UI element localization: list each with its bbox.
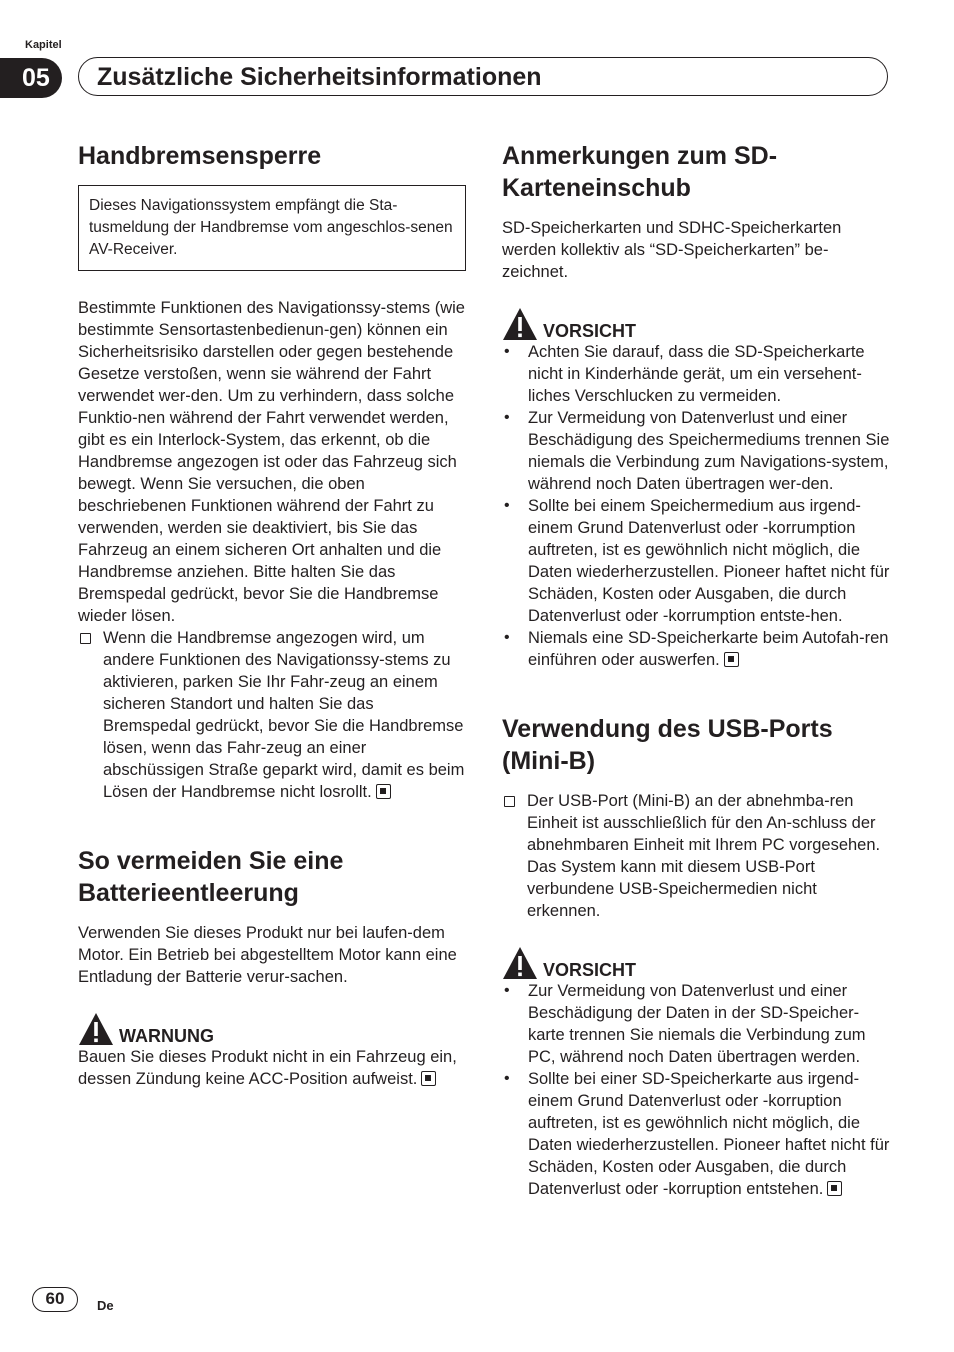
list-item (502, 627, 890, 671)
list-item-text: Zur Vermeidung von Datenverlust und einer Beschädigung der Daten in der SD-Speicher-karte trennen Sie niemals die Verbindung zum PC, während noch Daten übertragen werden. (528, 982, 866, 1066)
left-column (78, 140, 466, 1090)
list-item (502, 495, 890, 627)
handbrake-note-box (78, 185, 466, 271)
caution-heading-sd (502, 305, 890, 341)
list-item-text: Zur Vermeidung von Datenverlust und einer Beschädigung des Speichermediums trennen Sie niemals die Verbindung zum Navigations-system, während noch Daten übertragen wer-den. (528, 409, 890, 493)
language-code: De (97, 1298, 114, 1313)
section-title-usb: Verwendung des USB-Ports (Mini-B) (502, 715, 833, 775)
end-mark-icon (421, 1071, 436, 1086)
list-item-text: Sollte bei einem Speichermedium aus irgend-einem Grund Datenverlust oder -korrumption auftreten, ist es gewöhnlich nicht möglich, die Daten wiederherzustellen. Pioneer haftet nicht für Schäden, Kosten oder Ausgaben, die durch Datenverlust oder -korrumption entste-hen. (528, 497, 890, 625)
chapter-title-box (78, 57, 888, 96)
handbrake-note-text: Dieses Navigationssystem empfängt die Sta-tusmeldung der Handbremse vom angeschlos-senen AV-Receiver. (89, 197, 453, 258)
chapter-title: Zusätzliche Sicherheitsinformationen (97, 63, 542, 91)
list-item (502, 407, 890, 495)
end-mark-icon (827, 1181, 842, 1196)
usb-check-text: Der USB-Port (Mini-B) an der abnehmba-ren Einheit ist ausschließlich für den An-schluss der abnehmbaren Einheit mit Ihrem PC vorgesehen. Das System kann mit diesem USB-Port verbundene USB-Speichermedien nicht erkennen. (527, 792, 881, 920)
sd-body: SD-Speicherkarten und SDHC-Speicherkarten werden kollektiv als “SD-Speicherkarten” be-zeichnet. (502, 219, 842, 281)
list-item (502, 980, 890, 1068)
section-title-battery: So vermeiden Sie eine Batterieentleerung (78, 847, 344, 907)
handbrake-check-text: Wenn die Handbremse angezogen wird, um andere Funktionen des Navigationssy-stems zu aktivieren, parken Sie Ihr Fahr-zeug an einem sicheren Standort und halten Sie das Bremspedal gedrückt, bevor Sie die Handbremse lösen, wenn das Fahr-zeug an einer abschüssigen Straße geparkt wird, damit es beim Lösen der Handbremse nicht losrollt. (103, 629, 465, 801)
sd-caution-list (502, 341, 890, 671)
section-title-handbrake: Handbremsensperre (78, 142, 322, 170)
caution-heading-usb (502, 944, 890, 980)
list-item-text: Niemals eine SD-Speicherkarte beim Autofah-ren einführen oder auswerfen. (528, 629, 889, 669)
warning-triangle-icon (502, 946, 538, 980)
battery-body: Verwenden Sie dieses Produkt nur bei laufen-dem Motor. Ein Betrieb bei abgestelltem Motor kann eine Entladung der Batterie verur-sachen. (78, 924, 457, 986)
handbrake-check-item (78, 627, 466, 803)
warning-triangle-icon (502, 307, 538, 341)
battery-warning-text: Bauen Sie dieses Produkt nicht in ein Fahrzeug ein, dessen Zündung keine ACC-Position aufweist. (78, 1048, 457, 1088)
checkbox-icon (80, 633, 91, 644)
list-item (502, 1068, 890, 1200)
usb-caution-list (502, 980, 890, 1200)
warning-triangle-icon (78, 1012, 114, 1046)
list-item-text: Sollte bei einer SD-Speicherkarte aus irgend-einem Grund Datenverlust oder -korruption auftreten, ist es gewöhnlich nicht möglich, die Daten wiederherzustellen. Pioneer haftet nicht für Schäden, Kosten oder Ausgaben, die durch Datenverlust oder -korruption entstehen. (528, 1070, 890, 1198)
page-number: 60 (32, 1287, 78, 1312)
end-mark-icon (724, 652, 739, 667)
caution-label: VORSICHT (543, 960, 637, 980)
warning-label: WARNUNG (119, 1026, 214, 1046)
section-title-sd: Anmerkungen zum SD-Karteneinschub (502, 142, 778, 202)
kapitel-label: Kapitel (25, 39, 62, 51)
warning-heading (78, 1010, 466, 1046)
chapter-number-badge: 05 (0, 58, 62, 98)
end-mark-icon (376, 784, 391, 799)
usb-check-item (502, 790, 890, 922)
checkbox-icon (504, 796, 515, 807)
handbrake-body: Bestimmte Funktionen des Navigationssy-stems (wie bestimmte Sensortastenbedienun-gen) können ein Sicherheitsrisiko darstellen oder gegen bestehende Gesetze verstoßen, wenn sie während der Fahrt verwendet wer-den. Um zu verhindern, dass solche Funktio-nen während der Fahrt verwendet werden, gibt es ein Interlock-System, das erkennt, ob die Handbremse angezogen ist oder das Fahrzeug sich bewegt. Wenn Sie versuchen, die oben beschriebenen Funktionen während der Fahrt zu verwenden, werden sie deaktiviert, bis Sie das Fahrzeug an einem sicheren Ort anhalten und die Handbremse anziehen. Bitte halten Sie das Bremspedal gedrückt, bevor Sie die Handbremse wieder lösen. (78, 299, 465, 625)
right-column (502, 140, 890, 1200)
caution-label: VORSICHT (543, 321, 637, 341)
list-item (502, 341, 890, 407)
list-item-text: Achten Sie darauf, dass die SD-Speicherkarte nicht in Kinderhände gerät, um ein versehent-liches Verschlucken zu vermeiden. (528, 343, 865, 405)
